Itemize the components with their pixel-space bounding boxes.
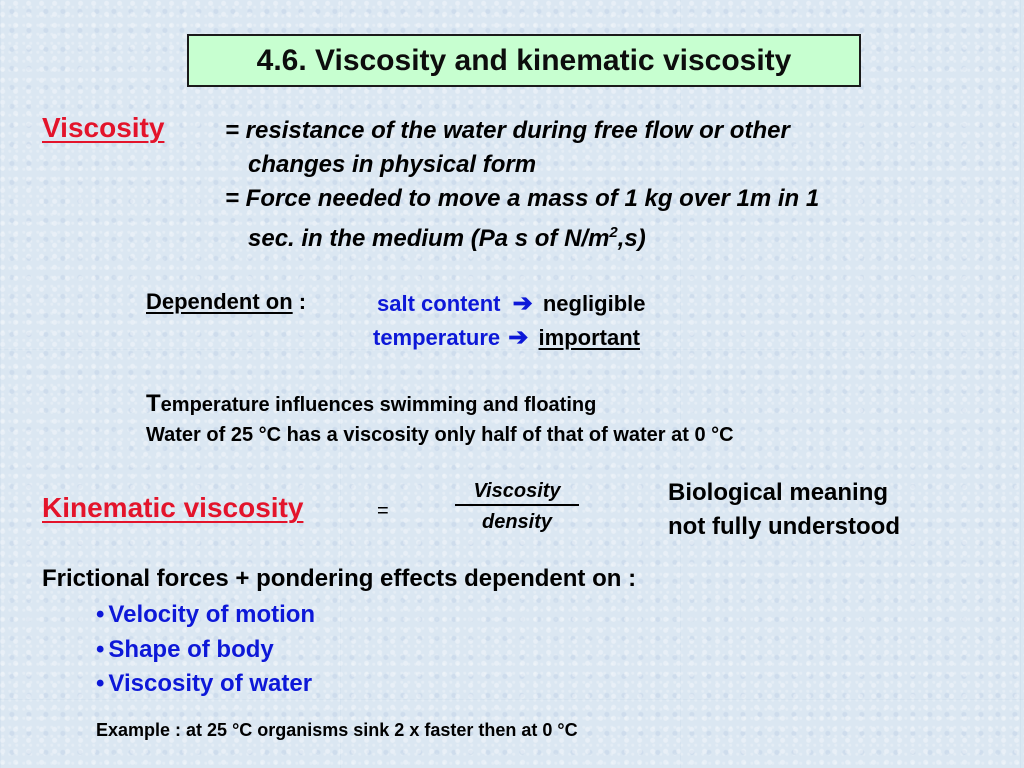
kinematic-viscosity-term: Kinematic viscosity: [42, 492, 304, 523]
viscosity-definition-2-line-2: [248, 216, 646, 256]
viscosity-definition-1-line-2: changes in physical form: [248, 151, 537, 178]
list-item-text: Shape of body: [108, 635, 274, 663]
temperature-note-text: emperature influences swimming and floating: [160, 394, 597, 416]
temperature-note-first-letter: T: [146, 390, 161, 417]
frictional-forces-heading: Frictional forces + pondering effects dependent on :: [42, 565, 637, 592]
slide-title: [187, 34, 861, 87]
biological-meaning-line-2: not fully understood: [668, 513, 900, 540]
dependent-on-row-1: [146, 289, 306, 315]
definition-unit-text: sec. in the medium (Pa s of N/m: [248, 225, 610, 252]
definition-unit-superscript: 2: [609, 224, 618, 241]
salt-content-result: negligible: [542, 291, 646, 316]
list-item-text: Velocity of motion: [108, 601, 316, 628]
dependent-salt-row: [377, 289, 646, 318]
biological-meaning-line-1: Biological meaning: [668, 479, 889, 506]
frictional-factors-list: [96, 598, 315, 702]
kinematic-viscosity-fraction: [455, 478, 579, 538]
temperature-note-line-2: Water of 25 °C has a viscosity only half of that of water at 0 °C: [146, 424, 734, 446]
example-note: Example : at 25 °C organisms sink 2 x faster then at 0 °C: [96, 720, 578, 740]
bullet-icon: •: [96, 670, 105, 697]
list-item-text: Viscosity of water: [108, 670, 313, 697]
bullet-icon: •: [96, 601, 105, 628]
dependent-temperature-row: [373, 323, 640, 352]
temperature-label: temperature: [373, 325, 501, 350]
viscosity-definition-2-line-1: = Force needed to move a mass of 1 kg over 1m in 1: [225, 185, 820, 212]
viscosity-definition-1-line-1: = resistance of the water during free flow or other: [225, 117, 790, 144]
viscosity-term: Viscosity: [42, 112, 165, 143]
temperature-result: important: [538, 325, 640, 350]
fraction-denominator: density: [481, 511, 553, 533]
temperature-note-line-1: [146, 390, 596, 418]
equals-sign: =: [377, 500, 389, 522]
slide-title-text: 4.6. Viscosity and kinematic viscosity: [256, 43, 792, 77]
bullet-icon: •: [96, 635, 105, 663]
dependent-on-label: Dependent on: [146, 289, 293, 314]
dependent-on-colon: :: [298, 289, 307, 314]
list-item: [96, 667, 315, 702]
right-arrow-icon: ➔: [508, 324, 529, 351]
right-arrow-icon: ➔: [512, 290, 533, 317]
list-item: [96, 633, 315, 668]
fraction-numerator: Viscosity: [455, 478, 579, 506]
salt-content-label: salt content: [377, 291, 501, 316]
definition-unit-suffix: ,s): [617, 225, 646, 252]
list-item: [96, 598, 315, 633]
